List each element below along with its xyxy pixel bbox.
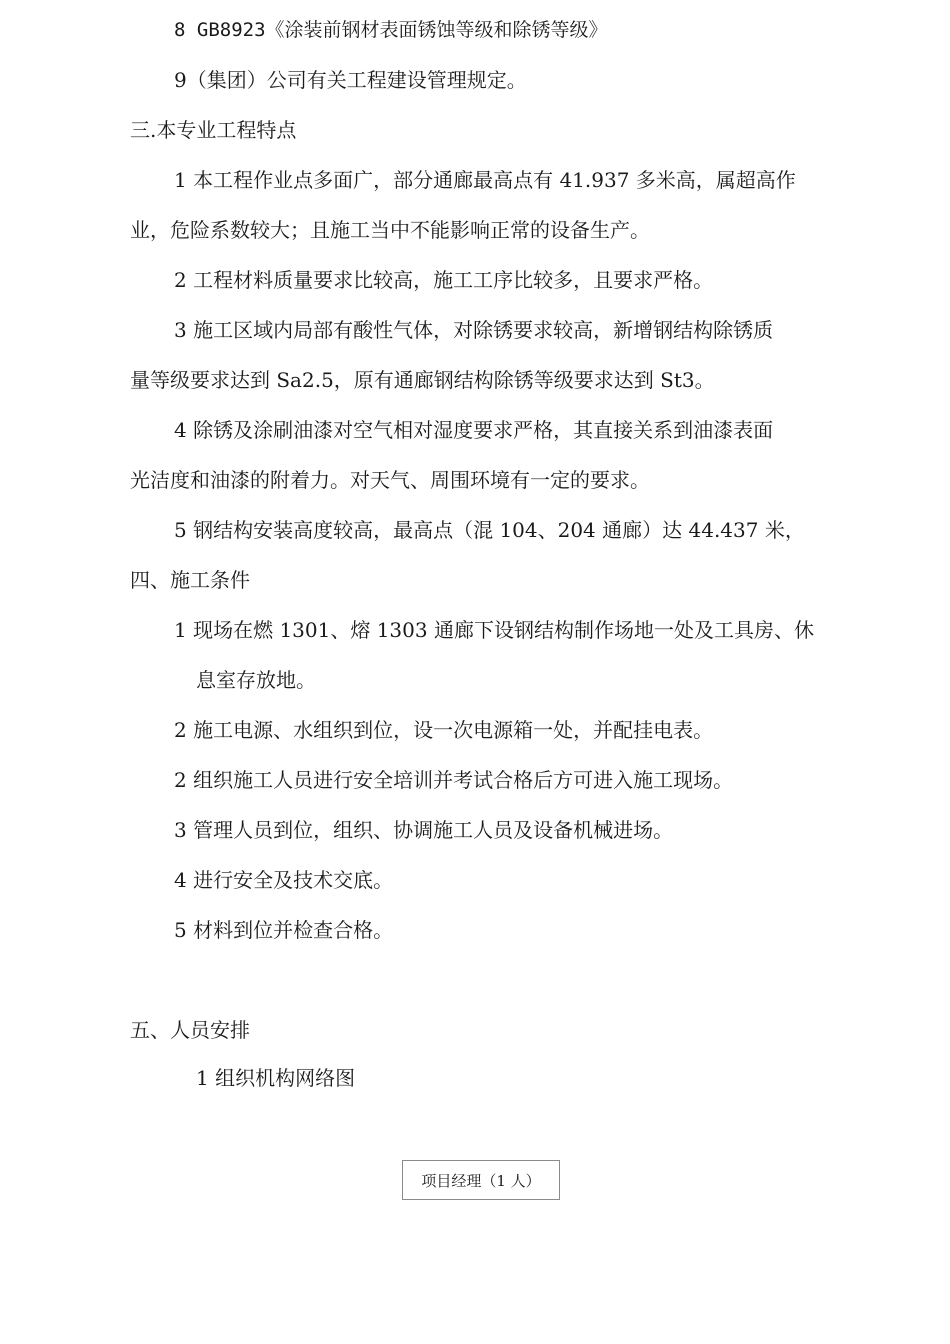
org-chart-project-manager-label: 项目经理（1 人） — [421, 1171, 541, 1190]
section3-paragraph-4-line-2: 光洁度和油漆的附着力。对天气、周围环境有一定的要求。 — [130, 468, 650, 492]
ref-item-8: 8 GB8923《涂装前钢材表面锈蚀等级和除锈等级》 — [174, 19, 608, 41]
section4-condition-1-line-1: 1 现场在燃 1301、熔 1303 通廊下设钢结构制作场地一处及工具房、休 — [174, 618, 814, 642]
section4-condition-3: 2 组织施工人员进行安全培训并考试合格后方可进入施工现场。 — [174, 768, 734, 792]
ref-item-9: 9（集团）公司有关工程建设管理规定。 — [174, 68, 527, 92]
section3-paragraph-1-line-2: 业，危险系数较大；且施工当中不能影响正常的设备生产。 — [130, 218, 650, 242]
section3-paragraph-4-line-1: 4 除锈及涂刷油漆对空气相对湿度要求严格，其直接关系到油漆表面 — [174, 418, 774, 442]
section5-subheading-org-chart: 1 组织机构网络图 — [196, 1066, 356, 1090]
org-chart-project-manager-box — [402, 1160, 560, 1200]
section3-paragraph-2: 2 工程材料质量要求比较高，施工工序比较多，且要求严格。 — [174, 268, 714, 292]
section5-heading: 五、人员安排 — [130, 1018, 250, 1042]
section3-paragraph-3-line-2: 量等级要求达到 Sa2.5，原有通廊钢结构除锈等级要求达到 St3。 — [130, 368, 715, 392]
section4-condition-1-line-2: 息室存放地。 — [196, 668, 316, 692]
section4-condition-5: 4 进行安全及技术交底。 — [174, 868, 394, 892]
section4-heading: 四、施工条件 — [130, 568, 250, 592]
section3-heading: 三.本专业工程特点 — [130, 118, 297, 142]
section4-condition-2: 2 施工电源、水组织到位，设一次电源箱一处，并配挂电表。 — [174, 718, 714, 742]
section4-condition-4: 3 管理人员到位，组织、协调施工人员及设备机械进场。 — [174, 818, 674, 842]
section3-paragraph-5: 5 钢结构安装高度较高，最高点（混 104、204 通廊）达 44.437 米， — [174, 518, 805, 542]
section4-condition-6: 5 材料到位并检查合格。 — [174, 918, 394, 942]
section3-paragraph-1-line-1: 1 本工程作业点多面广，部分通廊最高点有 41.937 多米高，属超高作 — [174, 168, 796, 192]
section3-paragraph-3-line-1: 3 施工区域内局部有酸性气体，对除锈要求较高，新增钢结构除锈质 — [174, 318, 774, 342]
